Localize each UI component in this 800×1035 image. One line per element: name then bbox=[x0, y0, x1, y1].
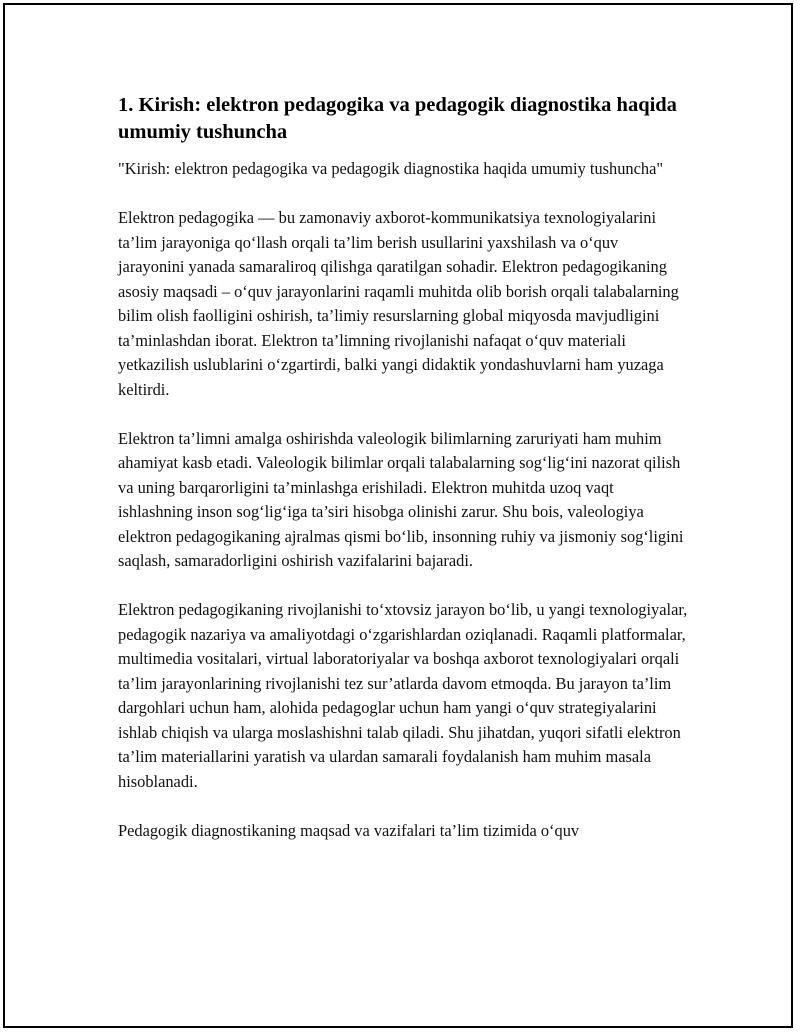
paragraph-quoted-title: "Kirish: elektron pedagogika va pedagogik diagnostika haqida umumiy tushuncha" bbox=[118, 159, 664, 178]
paragraph-diagnostics: Pedagogik diagnostikaning maqsad va vazifalari ta’lim tizimida o‘quv bbox=[118, 820, 580, 840]
section-heading: 1. Kirish: elektron pedagogika va pedagogik diagnostika haqida umumiy tushuncha bbox=[118, 94, 677, 143]
paragraph-development: Elektron pedagogikaning rivojlanishi to‘xtovsiz jarayon bo‘lib, u yangi texnologiyalar, pedagogik nazariya va amaliyotdagi o‘zgarishlardan oziqlanadi. Raqamli platformalar, multimedia vositalari, virtual laboratoriyalar va boshqa axborot texnologiyalari orqali ta’lim jarayonlarining rivojlanishi tez sur’atlarda davom etmoqda. Bu jarayon ta’lim dargohlari uchun ham, alohida pedagoglar uchun ham yangi o‘quv strategiyalarini ishlab chiqish va ularga moslashishni talab qiladi. Shu jihatdan, yuqori sifatli elektron ta’lim materiallarini yaratish va ulardan samarali foydalanish ham muhim masala hisoblanadi. bbox=[118, 600, 688, 791]
document-body bbox=[118, 92, 688, 868]
paragraph-valeology: Elektron ta’limni amalga oshirishda valeologik bilimlarning zaruriyati ham muhim ahamiyat kasb etadi. Valeologik bilimlar orqali talabalarning sog‘lig‘ini nazorat qilish va uning barqarorligini ta’minlashga erishiladi. Elektron muhitda uzoq vaqt ishlashning inson sog‘lig‘iga ta’siri hisobga olinishi zarur. Shu bois, valeologiya elektron pedagogikaning ajralmas qismi bo‘lib, insonning ruhiy va jismoniy sog‘ligini saqlash, samaradorligini oshirish vazifalarini bajaradi. bbox=[118, 428, 684, 570]
paragraph-electronic-pedagogy: Elektron pedagogika — bu zamonaviy axborot-kommunikatsiya texnologiyalarini ta’lim jarayoniga qo‘llash orqali ta’lim berish usullarini yaxshilash va o‘quv jarayonini yanada samaraliroq qilishga qaratilgan sohadir. Elektron pedagogikaning asosiy maqsadi – o‘quv jarayonlarini raqamli muhitda olib borish orqali talabalarning bilim olish faolligini oshirish, ta’limiy resurslarning global miqyosda mavjudligini ta’minlashdan iborat. Elektron ta’limning rivojlanishi nafaqat o‘quv materiali yetkazilish uslublarini o‘zgartirdi, balki yangi didaktik yondashuvlarni ham yuzaga keltirdi. bbox=[118, 208, 679, 399]
